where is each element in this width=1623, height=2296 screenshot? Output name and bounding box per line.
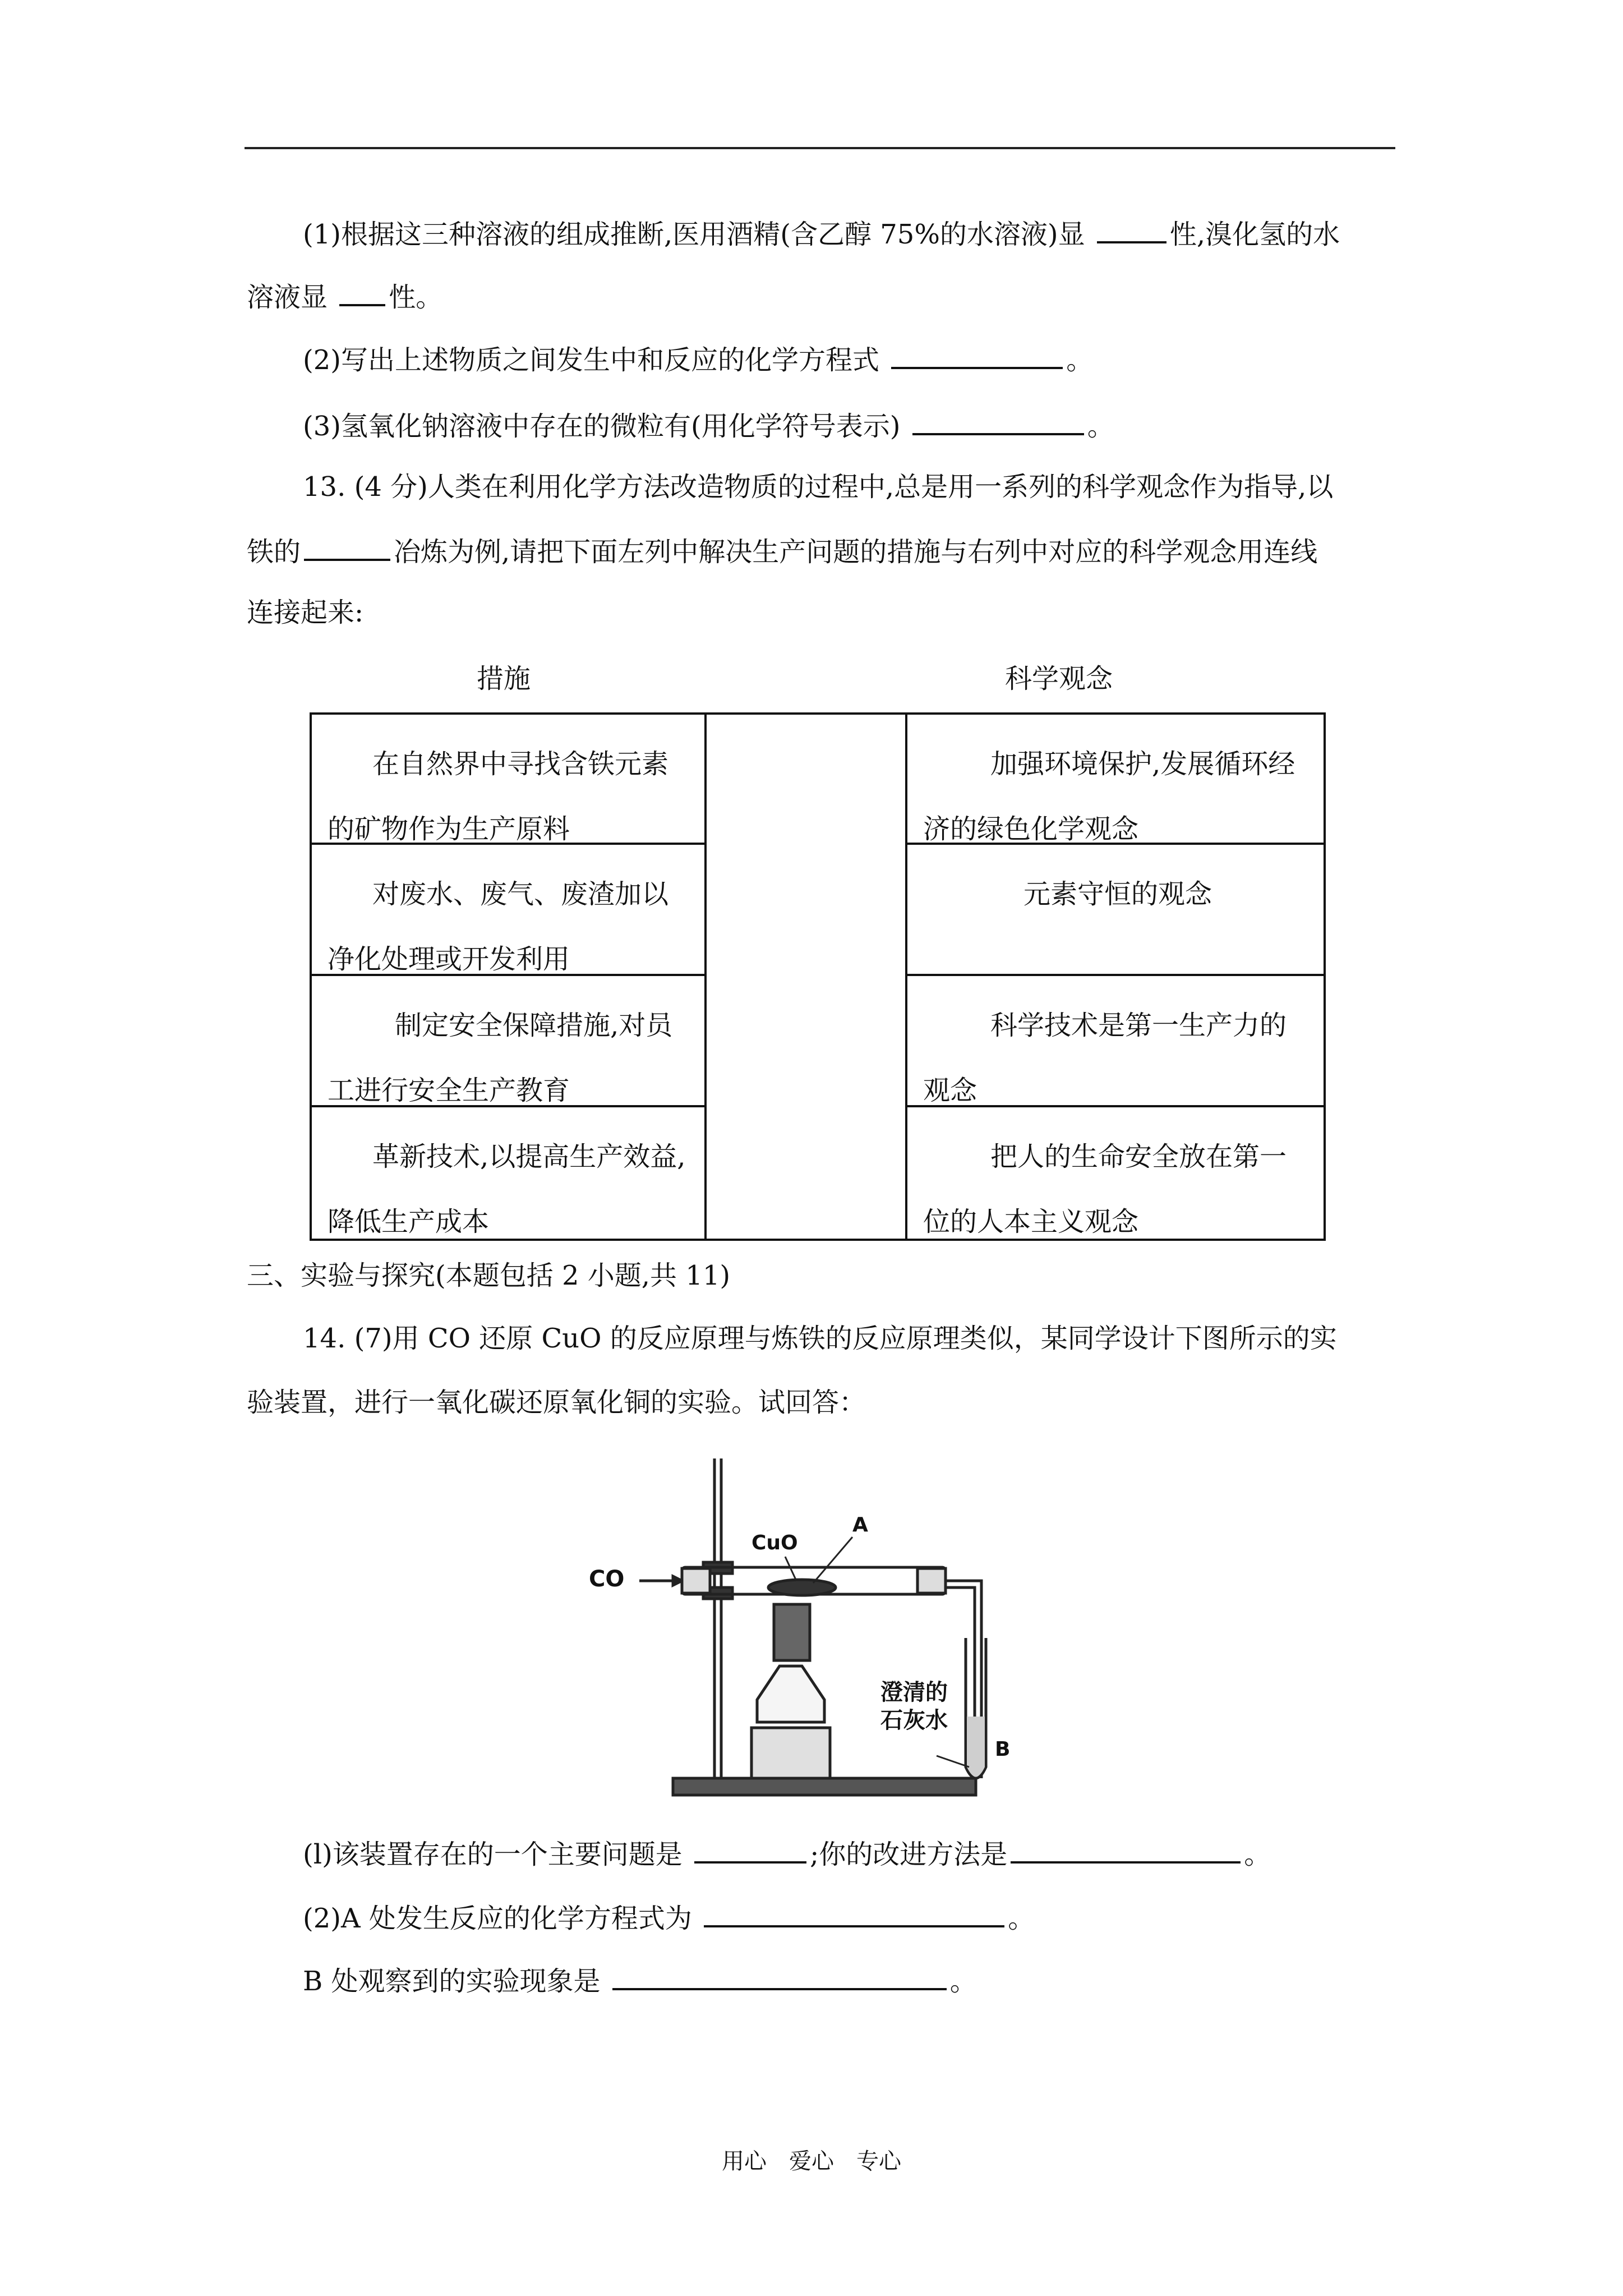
right-column-header: 科学观念 xyxy=(1005,663,1113,694)
cuo-sample xyxy=(768,1580,836,1595)
q14-sub3: B 处观察到的实验现象是 。 xyxy=(303,1962,977,1998)
measures-table xyxy=(310,712,707,1241)
q14-line2: 验装置，进行一氧化碳还原氧化铜的实验。试回答： xyxy=(247,1387,866,1418)
measure-cell[interactable]: 对废水、废气、废渣加以净化处理或开发利用 xyxy=(312,845,704,976)
concepts-table xyxy=(905,712,1326,1241)
q13-line2: 铁的 冶炼为例,请把下面左列中解决生产问题的措施与右列中对应的科学观念用连线 xyxy=(247,533,1317,569)
label-b: B xyxy=(995,1738,1011,1761)
concept-cell[interactable]: 加强环境保护,发展循环经济的绿色化学观念 xyxy=(907,715,1324,845)
label-limewater-2: 石灰水 xyxy=(880,1708,948,1733)
concept-cell[interactable]: 科学技术是第一生产力的观念 xyxy=(907,976,1324,1107)
answer-blank[interactable] xyxy=(891,341,1063,369)
left-column-header: 措施 xyxy=(477,663,531,694)
label-limewater-1: 澄清的 xyxy=(880,1680,948,1705)
burner-gauze xyxy=(774,1604,810,1660)
q12-part3: (3)氢氧化钠溶液中存在的微粒有(用化学符号表示) 。 xyxy=(303,407,1114,443)
answer-blank[interactable] xyxy=(1011,1835,1241,1864)
concept-cell[interactable]: 元素守恒的观念 xyxy=(907,845,1324,976)
section-heading: 三、实验与探究(本题包括 2 小题,共 11) xyxy=(247,1260,731,1291)
concept-cell[interactable]: 把人的生命安全放在第一位的人本主义观念 xyxy=(923,1141,1287,1237)
q14-sub2: (2)A 处发生反应的化学方程式为 。 xyxy=(303,1899,1035,1935)
answer-blank[interactable] xyxy=(694,1835,806,1864)
measure-cell[interactable]: 制定安全保障措施,对员工进行安全生产教育 xyxy=(312,976,704,1107)
answer-blank[interactable] xyxy=(304,533,390,561)
q14-line1: 14. (7)用 CO 还原 CuO 的反应原理与炼铁的反应原理类似，某同学设计下图所示的实 xyxy=(303,1323,1337,1354)
answer-blank[interactable] xyxy=(704,1899,1004,1927)
wood-block xyxy=(751,1728,830,1778)
q12-part2: (2)写出上述物质之间发生中和反应的化学方程式 。 xyxy=(303,341,1093,377)
q12-part1-line1: (1)根据这三种溶液的组成推断,医用酒精(含乙醇 75%的水溶液)显 性,溴化氢的水 xyxy=(303,215,1340,251)
connection-area[interactable] xyxy=(704,712,907,1241)
alcohol-lamp xyxy=(757,1666,824,1722)
measure-cell[interactable]: 在自然界中寻找含铁元素的矿物作为生产原料 xyxy=(312,715,704,845)
label-a: A xyxy=(852,1513,868,1536)
label-cuo: CuO xyxy=(751,1531,798,1554)
limewater xyxy=(967,1717,985,1777)
q13-line3: 连接起来: xyxy=(247,597,364,628)
q12-part1-line2: 溶液显 性。 xyxy=(247,278,442,314)
page-footer: 用心 爱心 专心 xyxy=(722,2148,901,2174)
q14-sub1: (l)该装置存在的一个主要问题是 ;你的改进方法是 。 xyxy=(303,1835,1271,1871)
answer-blank[interactable] xyxy=(612,1962,947,1990)
q13-line1: 13. (4 分)人类在利用化学方法改造物质的过程中,总是用一系列的科学观念作为指导,以 xyxy=(303,471,1334,503)
answer-blank[interactable] xyxy=(1097,215,1166,243)
header-rule xyxy=(245,147,1395,149)
label-co: CO xyxy=(589,1566,625,1592)
experiment-apparatus-figure xyxy=(589,1453,1038,1801)
answer-blank[interactable] xyxy=(339,278,385,306)
stand-base xyxy=(673,1778,976,1795)
answer-blank[interactable] xyxy=(912,407,1084,435)
measure-cell[interactable]: 革新技术,以提高生产效益,降低生产成本 xyxy=(328,1141,686,1237)
